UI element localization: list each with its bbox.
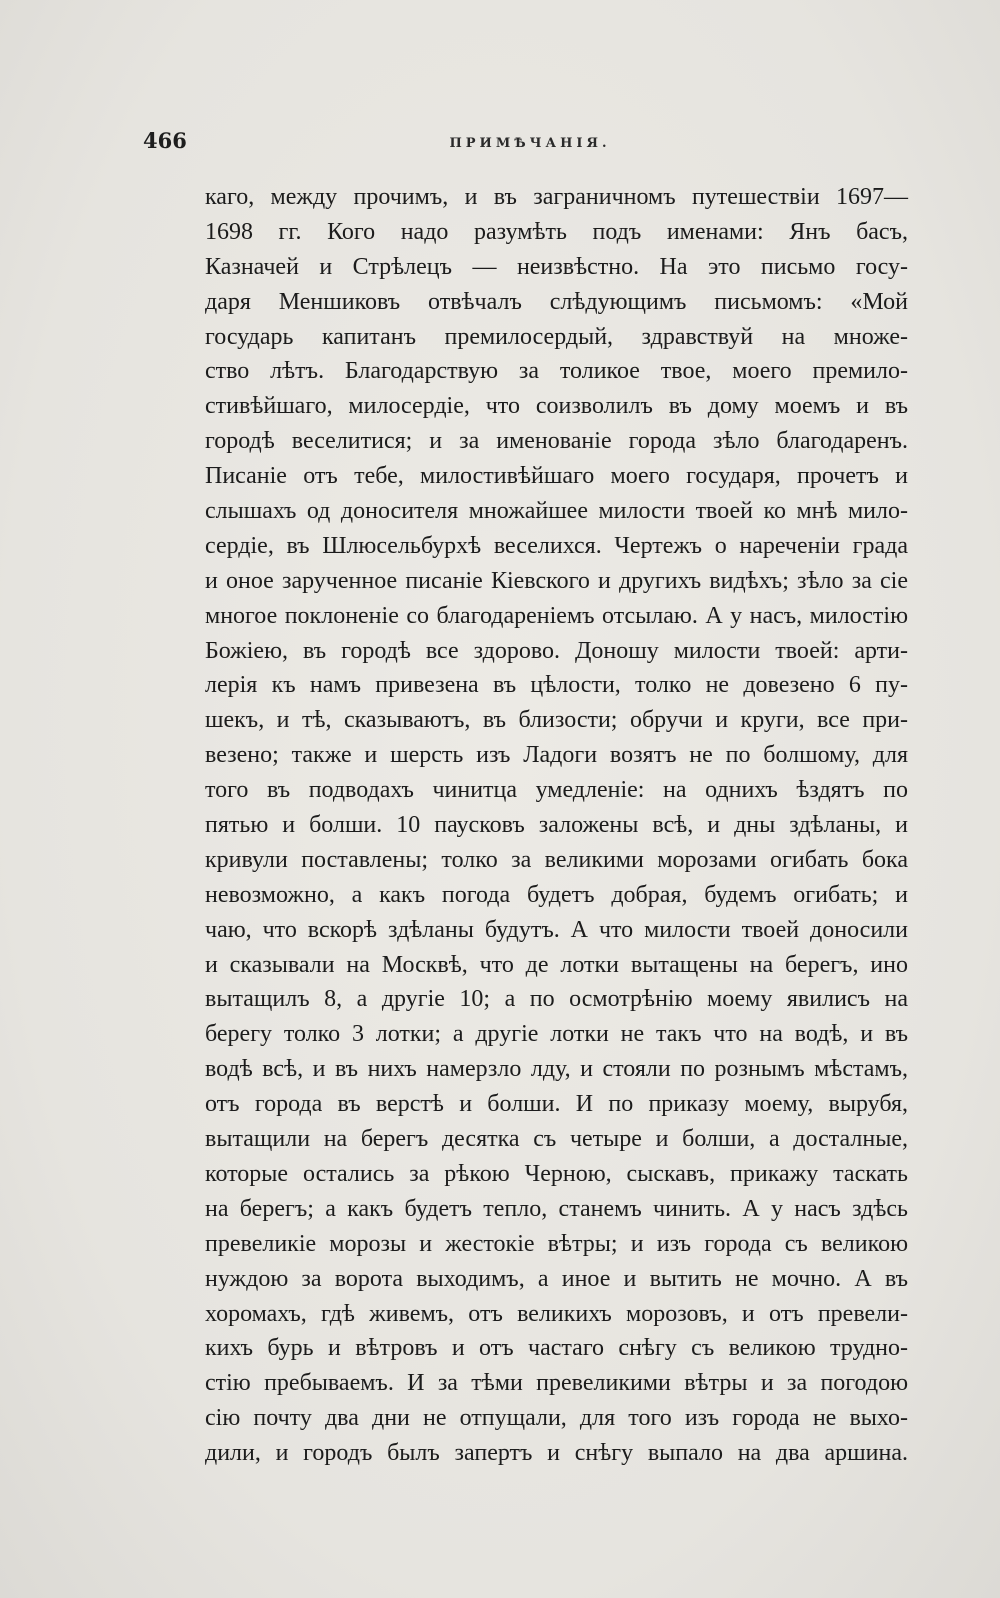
- text-line: пятью и болши. 10 паусковъ заложены всѣ, и дны здѣланы, и: [205, 812, 908, 839]
- text-line: городѣ веселитися; и за именованіе города зѣло благодаренъ.: [205, 428, 908, 455]
- text-line: лерія къ намъ привезена въ цѣлости, толко не довезено 6 пу-: [205, 672, 908, 699]
- text-line: вытащилъ 8, а другіе 10; а по осмотрѣнію моему явилисъ на: [205, 986, 908, 1013]
- text-line: и сказывали на Москвѣ, что де лотки вытащены на берегъ, ино: [205, 951, 908, 978]
- text-line: слышахъ од доносителя множайшее милости твоей ко мнѣ мило-: [205, 498, 908, 525]
- text-line: чаю, что вскорѣ здѣланы будутъ. А что милости твоей доносили: [205, 916, 908, 943]
- text-line: превеликіе морозы и жестокіе вѣтры; и изъ города съ великою: [205, 1230, 908, 1257]
- body-text: [205, 180, 908, 1471]
- text-line: шекъ, и тѣ, сказываютъ, въ близости; обручи и круги, все при-: [205, 707, 908, 734]
- text-line: стивѣйшаго, милосердіе, что соизволилъ въ дому моемъ и въ: [205, 393, 908, 420]
- text-line: Казначей и Стрѣлецъ — неизвѣстно. На это письмо госу-: [205, 253, 908, 280]
- text-line: многое поклоненіе со благодареніемъ отсылаю. А у насъ, милостію: [205, 602, 908, 629]
- text-line: сердіе, въ Шлюсельбурхѣ веселихся. Чертежъ о нареченіи града: [205, 532, 908, 559]
- text-line: каго, между прочимъ, и въ заграничномъ путешествіи 1697—: [205, 184, 908, 210]
- text-line: 1698 гг. Кого надо разумѣть подъ именами: Янъ басъ,: [205, 218, 908, 245]
- running-head: ПРИМѢЧАНІЯ.: [449, 136, 611, 151]
- text-line: везено; также и шерсть изъ Ладоги возятъ не по болшому, для: [205, 742, 908, 769]
- text-line: ство лѣтъ. Благодарствую за толикое твое, моего премило-: [205, 358, 908, 385]
- text-line: водѣ всѣ, и въ нихъ намерзло лду, и стояли по рознымъ мѣстамъ,: [205, 1056, 908, 1083]
- text-line: даря Меншиковъ отвѣчалъ слѣдующимъ письмомъ: «Мой: [205, 288, 908, 315]
- text-line: вытащили на берегъ десятка съ четыре и болши, а досталные,: [205, 1126, 908, 1153]
- text-line: нуждою за ворота выходимъ, а иное и вытить не мочно. А въ: [205, 1265, 908, 1292]
- text-line: кривули поставлены; толко за великими морозами огибать бока: [205, 846, 908, 873]
- text-line: на берегъ; а какъ будетъ тепло, станемъ чинить. А у насъ здѣсь: [205, 1195, 908, 1222]
- text-line: и оное зарученное писаніе Кіевского и другихъ видѣхъ; зѣло за сіе: [205, 567, 908, 594]
- text-line: Божіею, въ городѣ все здорово. Доношу милости твоей: арти-: [205, 637, 908, 664]
- text-line: невозможно, а какъ погода будетъ добрая, будемъ огибать; и: [205, 881, 908, 908]
- text-line: хоромахъ, гдѣ живемъ, отъ великихъ морозовъ, и отъ превели-: [205, 1300, 908, 1327]
- text-line: Писаніе отъ тебе, милостивѣйшаго моего государя, прочетъ и: [205, 463, 908, 490]
- page-number: 466: [143, 128, 187, 153]
- text-line: того въ подводахъ чинитца умедленіе: на однихъ ѣздятъ по: [205, 777, 908, 804]
- text-line: дили, и городъ былъ запертъ и снѣгу выпало на два аршина.: [205, 1440, 908, 1467]
- text-line: стію пребываемъ. И за тѣми превеликими вѣтры и за погодою: [205, 1370, 908, 1397]
- text-line: сію почту два дни не отпущали, для того изъ города не выхо-: [205, 1405, 908, 1432]
- text-line: отъ города въ верстѣ и болши. И по приказу моему, вырубя,: [205, 1091, 908, 1118]
- text-line: кихъ бурь и вѣтровъ и отъ частаго снѣгу съ великою трудно-: [205, 1335, 908, 1362]
- text-line: государь капитанъ премилосердый, здравствуй на множе-: [205, 323, 908, 350]
- text-line: которые остались за рѣкою Черною, сыскавъ, прикажу таскать: [205, 1160, 908, 1187]
- text-line: берегу толко 3 лотки; а другіе лотки не такъ что на водѣ, и въ: [205, 1021, 908, 1048]
